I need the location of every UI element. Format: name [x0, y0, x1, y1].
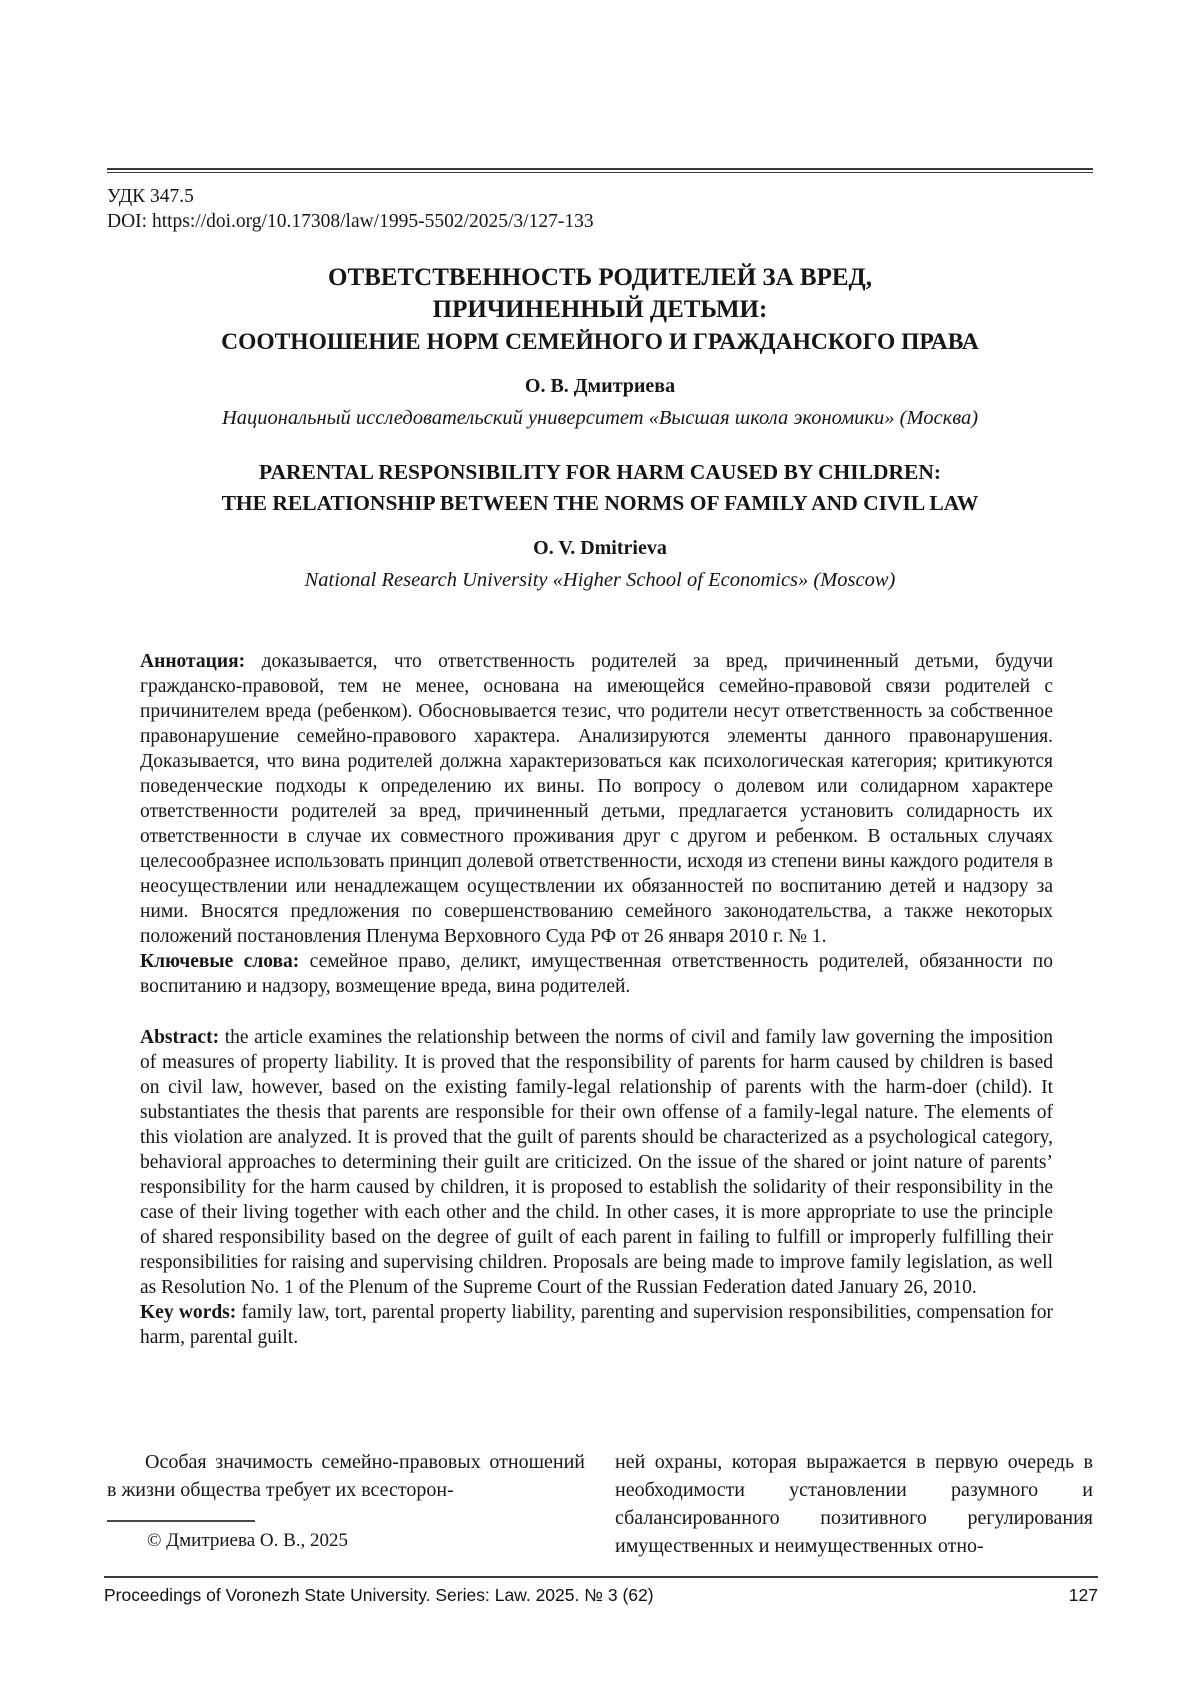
abstract-ru-label: Аннотация:	[140, 651, 246, 672]
body-column-left	[107, 1448, 585, 1560]
title-en-line1: PARENTAL RESPONSIBILITY FOR HARM CAUSED BY CHILDREN:	[258, 460, 942, 484]
page-number: 127	[1068, 1585, 1098, 1605]
keywords-en-paragraph	[140, 1300, 1053, 1350]
title-ru-line3: СООТНОШЕНИЕ НОРМ СЕМЕЙНОГО И ГРАЖДАНСКОГО ПРАВА	[221, 329, 979, 355]
author-name-en: O. V. Dmitrieva	[533, 537, 667, 559]
doi-line: DOI: https://doi.org/10.17308/law/1995-5502/2025/3/127-133	[107, 211, 594, 232]
header-double-rule	[107, 168, 1093, 173]
article-meta	[107, 184, 1093, 234]
title-ru-line1: ОТВЕТСТВЕННОСТЬ РОДИТЕЛЕЙ ЗА ВРЕД,	[328, 264, 872, 291]
page-content	[107, 0, 1093, 1350]
udc-code: УДК 347.5	[107, 186, 194, 207]
article-title-ru	[107, 262, 1093, 357]
page-footer	[104, 1576, 1098, 1606]
keywords-ru-text: семейное право, деликт, имущественная ответственность родителей, обязанности по воспитанию и надзору, возмещение вреда, вина родителей.	[140, 951, 1053, 997]
abstract-en-label: Abstract:	[140, 1027, 220, 1048]
article-title-en	[107, 457, 1093, 519]
keywords-ru-label: Ключевые слова:	[140, 951, 300, 972]
affiliation-en: National Research University «Higher School of Economics» (Moscow)	[304, 569, 896, 591]
copyright-note: © Дмитриева О. В., 2025	[147, 1530, 349, 1551]
keywords-en-text: family law, tort, parental property liability, parenting and supervision responsibilities, compensation for harm, parental guilt.	[140, 1302, 1053, 1348]
title-en-line2: THE RELATIONSHIP BETWEEN THE NORMS OF FAMILY AND CIVIL LAW	[221, 491, 979, 515]
abstract-en-paragraph	[140, 1025, 1053, 1300]
body-two-columns	[107, 1448, 1093, 1560]
abstract-ru-block	[140, 649, 1053, 999]
footnote-rule	[107, 1520, 255, 1522]
abstract-ru-text: доказывается, что ответственность родителей за вред, причиненный детьми, будучи гражданско-правовой, тем не менее, основана на имеющейся семейно-правовой связи родителей с причинителем вреда (ребенком). Обосновывается тезис, что родители несут ответственность за собственное правонарушение семейно-правового характера. Анализируются элементы данного правонарушения. Доказывается, что вина родителей должна характеризоваться как психологическая категория; критикуются поведенческие подходы к определению их вины. По вопросу о долевом или солидарном характере ответственности родителей за вред, причиненный детьми, предлагается установить солидарность их ответственности в случае их совместного проживания друг с другом и ребенком. В остальных случаях целесообразнее использовать принцип долевой ответственности, исходя из степени вины каждого родителя в неосуществлении или ненадлежащем осуществлении их обязанностей по воспитанию детей и надзору за ними. Вносятся предложения по совершенствованию семейного законодательства, а также некоторых положений постановления Пленума Верховного Суда РФ от 26 января 2010 г. № 1.	[140, 651, 1053, 947]
affiliation-ru: Национальный исследовательский университет «Высшая школа экономики» (Москва)	[221, 407, 979, 429]
author-name-ru: О. В. Дмитриева	[524, 375, 676, 397]
keywords-ru-paragraph	[140, 949, 1053, 999]
abstract-ru-paragraph	[140, 649, 1053, 949]
body-column-right	[615, 1448, 1093, 1560]
body-paragraph-left: Особая значимость семейно-правовых отношений в жизни общества требует их всесторон-	[107, 1451, 585, 1501]
abstract-en-block	[140, 1025, 1053, 1350]
title-ru-line2: ПРИЧИНЕННЫЙ ДЕТЬМИ:	[432, 296, 768, 323]
journal-info: Proceedings of Voronezh State University. Series: Law. 2025. № 3 (62)	[104, 1585, 654, 1605]
abstract-en-text: the article examines the relationship between the norms of civil and family law governing the imposition of measures of property liability. It is proved that the responsibility of parents for harm caused by children is based on civil law, however, based on the existing family-legal relationship of parents with the harm-doer (child). It substantiates the thesis that parents are responsible for their own offense of a family-legal nature. The elements of this violation are analyzed. It is proved that the guilt of parents should be characterized as a psychological category, behavioral approaches to determining their guilt are criticized. On the issue of the shared or joint nature of parents’ responsibility for the harm caused by children, it is proposed to establish the solidarity of their responsibility in the case of their living together with each other and the child. In other cases, it is more appropriate to use the principle of shared responsibility based on the degree of guilt of each parent in failing to fulfill or improperly fulfilling their responsibilities for raising and supervising children. Proposals are being made to improve family legislation, as well as Resolution No. 1 of the Plenum of the Supreme Court of the Russian Federation dated January 26, 2010.	[140, 1027, 1054, 1298]
keywords-en-label: Key words:	[140, 1302, 237, 1323]
body-paragraph-right: ней охраны, которая выражается в первую очередь в необходимости установлении разумного и сбалансированного позитивного регулирования имущественных и неимущественных отно-	[615, 1451, 1093, 1557]
